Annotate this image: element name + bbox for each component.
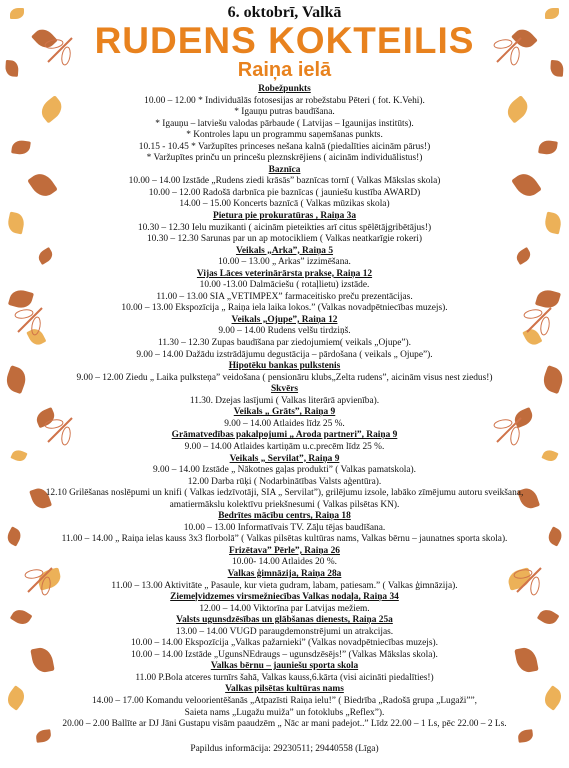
program-line: 12.00 – 14.00 Viktorīna par Latvijas mežiem. <box>199 603 370 614</box>
program-line: 10.30 – 12.30 Sarunas par un ap motocikliem ( Valkas neatkarīgie rokeri) <box>146 234 422 245</box>
program-line: 11.00 P.Bola atceres turnīrs šahā, Valkas kauss,6.kārta (visi aicināti piedalīties!) <box>135 672 434 683</box>
program-line: 9.00 – 12.00 Ziedu „ Laika pulksteņa” veidošana ( pensionāru klubs„Zelta rudens”, aicinām visus nest ziedus!) <box>76 372 493 383</box>
program-line: 14.00 – 17.00 Komandu veloorientēšanās „Atpazīsti Raiņa ielu!” ( Biedrība „Radošā grupa „Lugaži””, <box>91 695 478 706</box>
program-line: 10.00 – 14.00 Izstāde „UgunsNEdraugs – ugunsdzēsējs!” (Valkas Mākslas skola). <box>131 649 438 660</box>
event-title: RUDENS KOKTEILIS <box>94 20 475 61</box>
section-location: Valkas bērnu – jauniešu sporta skola <box>210 661 359 672</box>
program-section <box>0 592 569 615</box>
section-location: Bedrītes mācību centrs, Raiņa 18 <box>218 511 351 522</box>
program-line: 11.00 – 14.00 „ Raiņa ielas kauss 3x3 florbolā” ( Valkas pilsētas kultūras nams, Valkas bērnu – jaunatnes sporta skola). <box>61 534 508 545</box>
program-line: 9.00 – 14.00 Izstāde „ Nākotnes gaļas produkti” ( Valkas pamatskola). <box>152 465 417 476</box>
autumn-leaf-icon <box>517 729 533 743</box>
section-location: Valkas pilsētas kultūras nams <box>225 684 344 695</box>
program-line: 10.00 – 13.00 „ Arkas” izzimēšana. <box>218 257 351 268</box>
program-section <box>0 165 569 211</box>
program-line: 12.10 Grilēšanas noslēpumi un knifi ( Valkas iedzīvotāji, SIA „ Servilat”), grilējumu izsole, labāko zīmējumu autoru sveikšana, <box>45 488 524 499</box>
program-line: Saieta nams „Lugažu muiža” un fotoklubs „Reflex”). <box>184 707 385 718</box>
program-line: 10.00- 14.00 Atlaides 20 %. <box>232 557 337 568</box>
section-location: Baznīca <box>268 164 301 175</box>
program-line: 10.00 -13.00 Dalmāciešu ( rotaļlietu) izstāde. <box>199 280 370 291</box>
event-subtitle: Raiņa ielā <box>237 59 332 81</box>
program-line: * Igauņu – latviešu valodas pārbaude ( Latvijas – Igaunijas institūts). <box>155 118 414 129</box>
program-section <box>0 684 569 730</box>
section-location: Veikals „Arka”, Raiņa 5 <box>235 245 334 256</box>
program-line: 9.00 – 14.00 Dažādu izstrādājumu degustācija – pārdošana ( veikals „ Ojupe”). <box>136 349 433 360</box>
section-location: Valkas ģimnāzija, Raiņa 28a <box>227 568 342 579</box>
program-section <box>0 569 569 592</box>
program-line: 9.00 – 14.00 Rudens velšu tirdziņš. <box>218 326 351 337</box>
program-line: 14.00 – 15.00 Koncerts baznīcā ( Valkas mūzikas skola) <box>179 199 390 210</box>
section-location: Frizētava” Pērle”, Raiņa 26 <box>229 545 340 556</box>
program-section <box>0 407 569 430</box>
section-location: Ziemeļvidzemes virsmežniecības Valkas nodaļa, Raiņa 34 <box>170 592 399 603</box>
program-section <box>0 269 569 315</box>
program-line: 11.00 – 13.00 Aktivitāte „ Pasaule, kur vieta gudram, labam, patiesam.” ( Valkas ģimnāzija). <box>111 580 458 591</box>
section-location: Veikals „ Grāts”, Raiņa 9 <box>233 407 336 418</box>
program-line: * Kontroles lapu un programmu saņemšanas punkts. <box>186 130 383 141</box>
program-section <box>0 454 569 512</box>
program-section <box>0 546 569 569</box>
program-line: 11.00 – 13.00 SIA „VETIMPEX” farmaceitisko preču prezentācijas. <box>156 291 413 302</box>
section-location: Grāmatvedības pakalpojumi „ Aroda partneri”, Raiņa 9 <box>171 430 398 441</box>
program-line: 13.00 – 14.00 VUGD paraugdemonstrējumi un atrakcijas. <box>175 626 394 637</box>
section-location: Veikals „ Servilat”, Raiņa 9 <box>229 453 340 464</box>
program-section <box>0 661 569 684</box>
autumn-leaf-icon <box>35 729 51 743</box>
program-line: 10.00 – 12.00 Radošā darbnīca pie baznīcas ( jauniešu kustība AWARD) <box>148 187 421 198</box>
contact-info: Papildus informācija: 29230511; 29440558 (Līga) <box>190 744 379 754</box>
section-location: Robežpunkts <box>258 84 311 94</box>
program-line: 10.00 – 13.00 Informatīvais TV. Zāļu tējas baudīšana. <box>183 522 386 533</box>
program-line: 10.00 – 12.00 * Individuālās fotosesijas ar robežstabu Pēteri ( fot. K.Vehi). <box>144 95 425 106</box>
program-section <box>0 511 569 546</box>
program-line: 10.00 – 14.00 Izstāde „Rudens ziedi krāsās” baznīcas tornī ( Valkas Mākslas skola) <box>128 176 441 187</box>
program-line: 10.30 – 12.30 Ielu muzikanti ( aicinām pieteikties arī citus spēlētājgribētājus!) <box>137 222 432 233</box>
section-location: Vijas Lāces veterinārārsta prakse, Raiņa 12 <box>196 268 373 279</box>
program-line: 9.00 – 14.00 Atlaides līdz 25 %. <box>224 418 345 429</box>
program-line: 10.00 – 14.00 Ekspozīcija „Valkas pažarnieki” (Valkas novadpētniecības muzejs). <box>131 638 438 649</box>
section-location: Skvērs <box>270 384 299 395</box>
program-line: * Varžupītes prinču un princešu pleznskrējiens ( aicinām individuālistus!) <box>146 153 423 164</box>
section-location: Hipotēku bankas pulkstenis <box>228 361 341 372</box>
program-line: * Igauņu putras baudīšana. <box>234 107 335 118</box>
program-line: 20.00 – 2.00 Ballīte ar DJ Jāni Gustapu visām paaudzēm „ Nāc ar mani padejot..” Līdz 22.00 – 1 Ls, pēc 22.00 – 2 Ls. <box>62 719 507 730</box>
poster-header <box>0 0 569 81</box>
program-section <box>0 384 569 407</box>
event-date: 6. oktobrī, Valkā <box>227 4 342 21</box>
section-location: Pietura pie prokuratūras , Raiņa 3a <box>212 211 357 222</box>
program-section <box>0 211 569 246</box>
program-list <box>0 84 569 731</box>
program-line: amatiermākslu kolektīvu priekšnesumi ( Valkas pilsētas KN). <box>169 499 400 510</box>
program-section <box>0 315 569 361</box>
program-section <box>0 84 569 165</box>
section-location: Valsts ugunsdzēsības un glābšanas dienests, Raiņa 25a <box>176 615 393 626</box>
program-section <box>0 615 569 661</box>
program-line: 12.00 Darba rūķi ( Nodarbinātības Valsts aģentūra). <box>187 476 382 487</box>
program-line: 10.15 - 10.45 * Varžupītes princeses nešana kalnā (piedalīties aicinām pārus!) <box>138 141 431 152</box>
program-line: 9.00 – 14.00 Atlaides kartiņām u.c.precēm līdz 25 %. <box>184 441 385 452</box>
program-section <box>0 361 569 384</box>
program-section <box>0 246 569 269</box>
program-line: 10.00 – 13.00 Ekspozīcija „ Raiņa iela laika lokos.” (Valkas novadpētniecības muzejs). <box>121 303 448 314</box>
program-line: 11.30 – 12.30 Zupas baudīšana par ziedojumiem( veikals „Ojupe”). <box>158 338 411 349</box>
program-section <box>0 430 569 453</box>
section-location: Veikals „Ojupe”, Raiņa 12 <box>231 314 338 325</box>
program-line: 11.30. Dzejas lasījumi ( Valkas literārā apvienība). <box>189 395 380 406</box>
